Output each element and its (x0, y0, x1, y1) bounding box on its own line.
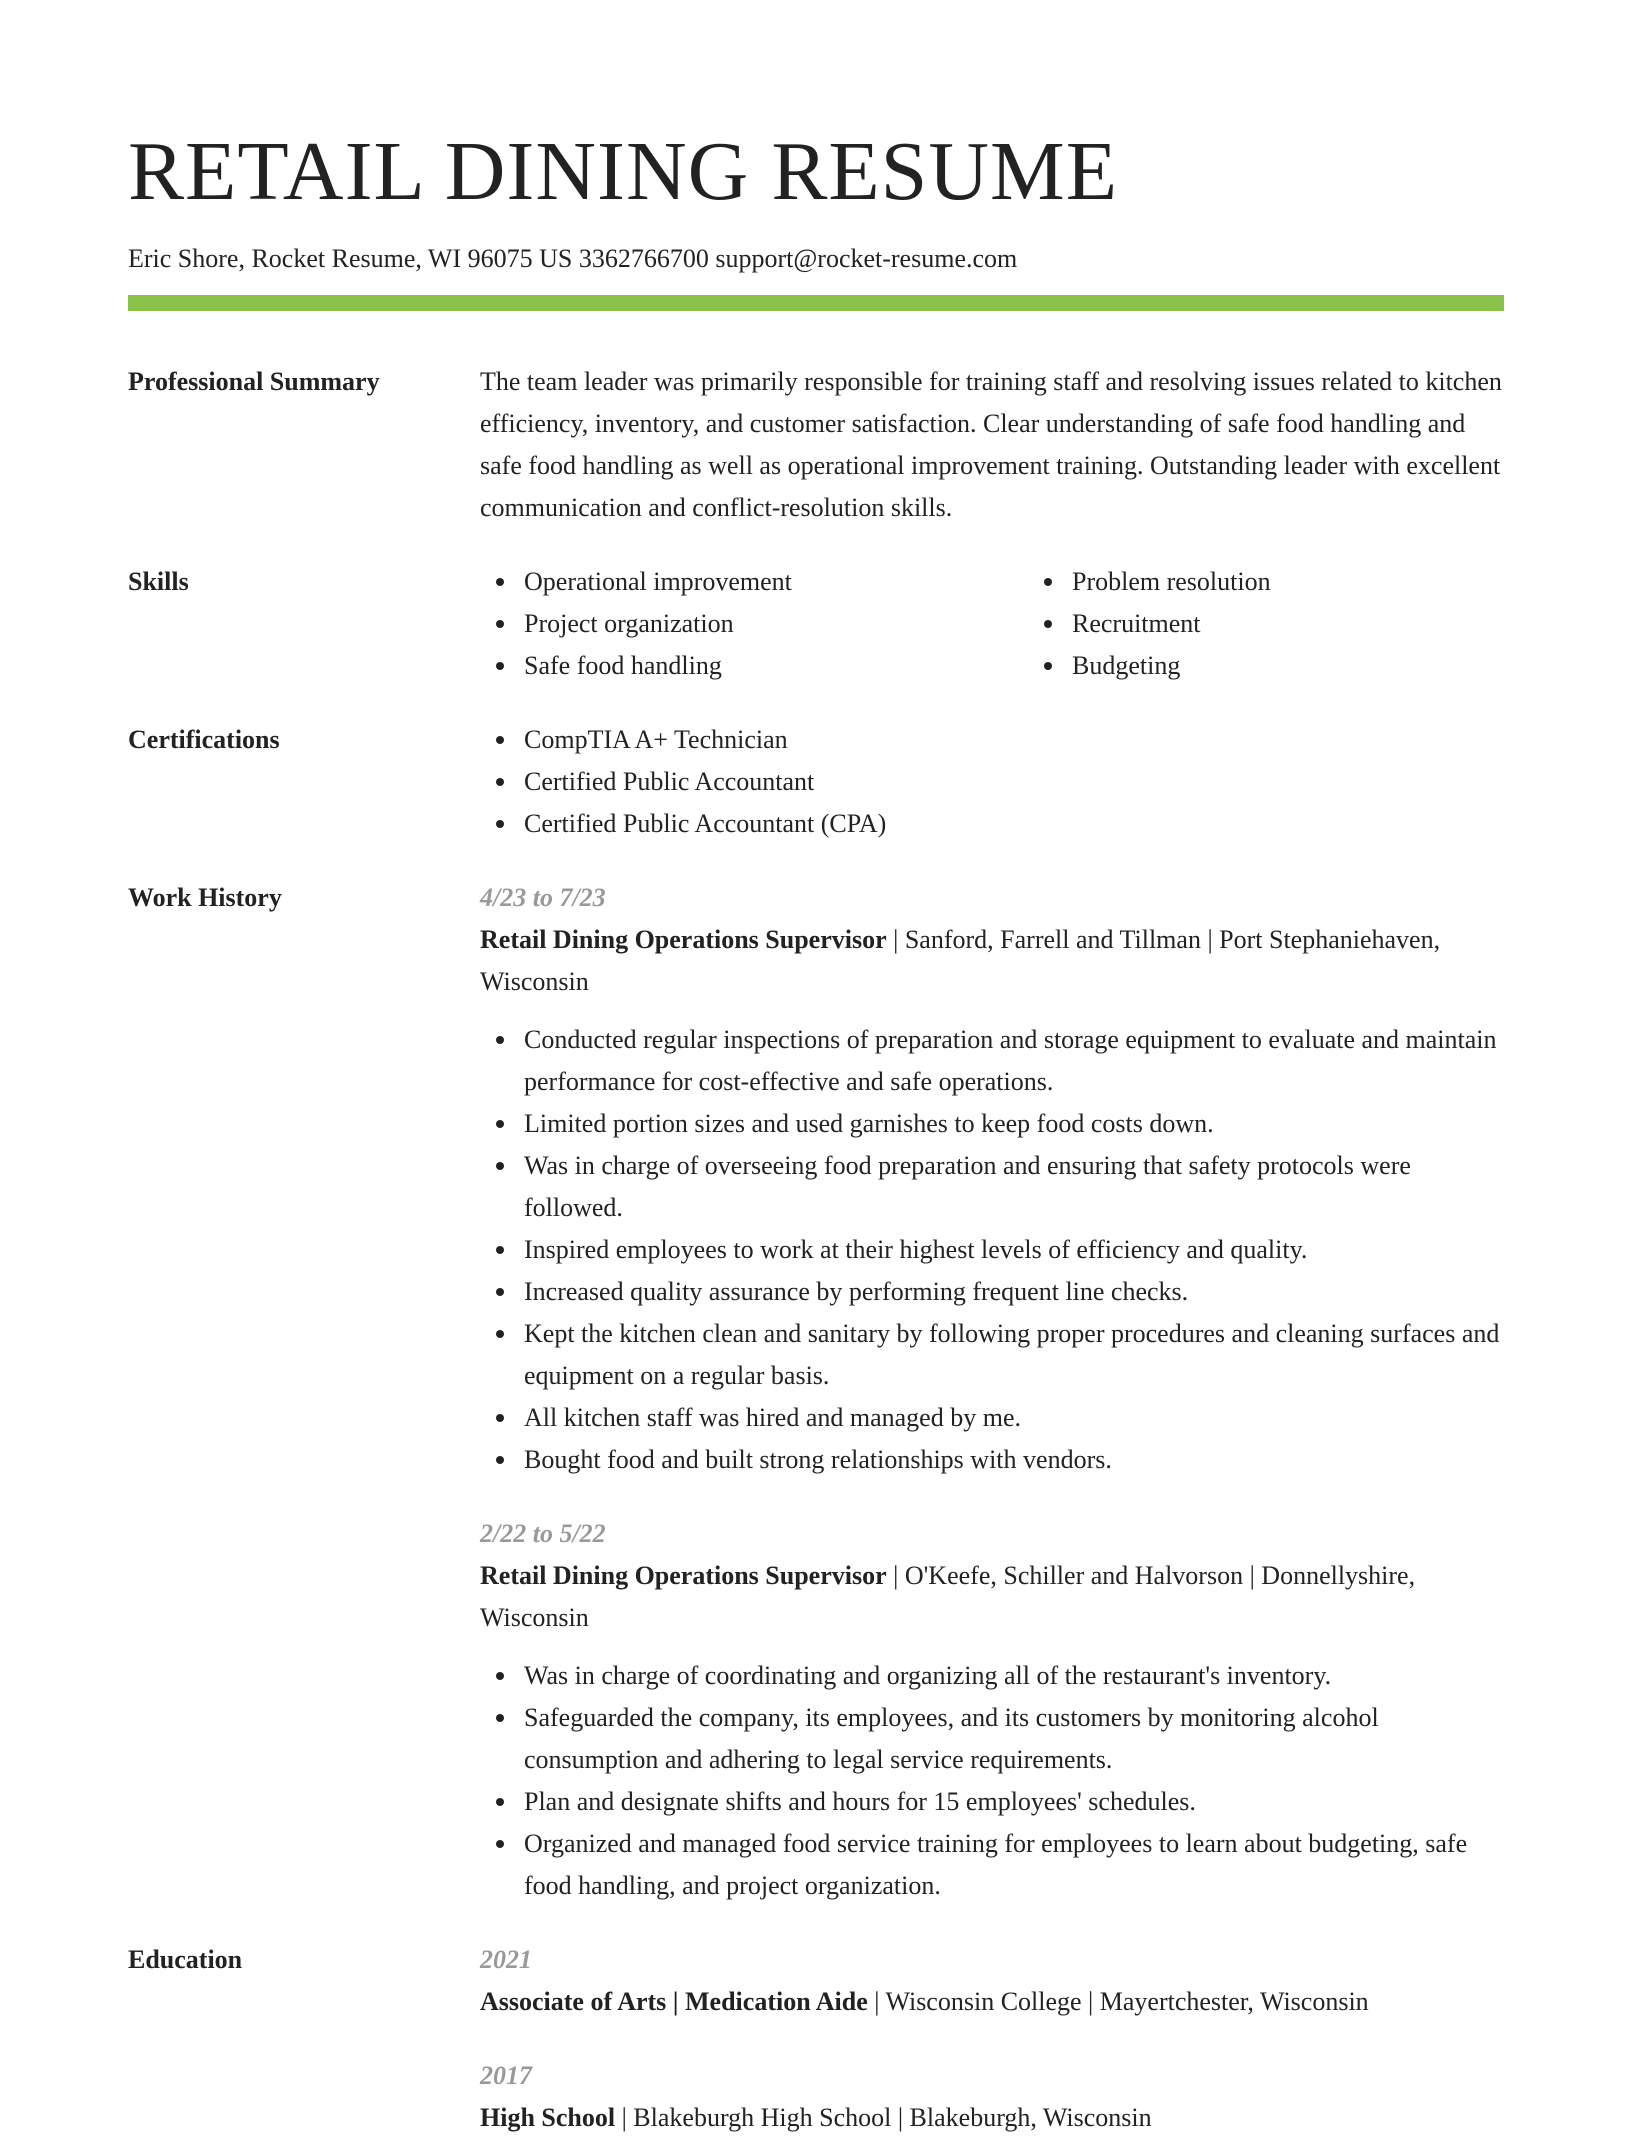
job-bullet: Plan and designate shifts and hours for 15 employees' schedules. (524, 1781, 1504, 1823)
job-employer-location: | Sanford, Farrell and Tillman | Port Stephaniehaven, Wisconsin (480, 925, 1441, 996)
education-degree: High School (480, 2103, 616, 2132)
job-bullet: Organized and managed food service training for employees to learn about budgeting, safe food handling, and project organization. (524, 1823, 1504, 1907)
skill-item: Budgeting (1072, 645, 1576, 687)
education-school-location: | Blakeburgh High School | Blakeburgh, Wisconsin (615, 2103, 1152, 2132)
certification-item: Certified Public Accountant (CPA) (524, 803, 1504, 845)
certifications-list (480, 719, 1504, 845)
job-bullet: Safeguarded the company, its employees, and its customers by monitoring alcohol consumption and adhering to legal service requirements. (524, 1697, 1504, 1781)
job-heading (480, 919, 1504, 1003)
skill-item: Problem resolution (1072, 561, 1576, 603)
job-bullet: Increased quality assurance by performing frequent line checks. (524, 1271, 1504, 1313)
job-bullet: All kitchen staff was hired and managed by me. (524, 1397, 1504, 1439)
skills-list-right (1028, 561, 1576, 687)
job-employer-location: | O'Keefe, Schiller and Halvorson | Donnellyshire, Wisconsin (480, 1561, 1416, 1632)
certifications-heading: Certifications (128, 725, 280, 754)
skill-item: Recruitment (1072, 603, 1576, 645)
job-title: Retail Dining Operations Supervisor (480, 1561, 887, 1590)
job-bullet-list (480, 1655, 1504, 1907)
work-history-heading: Work History (128, 883, 282, 912)
work-history-section (128, 877, 1504, 1907)
job-dates: 4/23 to 7/23 (480, 883, 606, 912)
education-entry (480, 2055, 1504, 2139)
job-bullet: Limited portion sizes and used garnishes to keep food costs down. (524, 1103, 1504, 1145)
summary-section (128, 361, 1504, 529)
summary-heading: Professional Summary (128, 367, 380, 396)
job-title: Retail Dining Operations Supervisor (480, 925, 887, 954)
skills-list-left (480, 561, 1028, 687)
job-bullet: Bought food and built strong relationships with vendors. (524, 1439, 1504, 1481)
job-bullet: Inspired employees to work at their highest levels of efficiency and quality. (524, 1229, 1504, 1271)
job-heading (480, 1555, 1504, 1639)
job-entry (480, 877, 1504, 1481)
certification-item: CompTIA A+ Technician (524, 719, 1504, 761)
education-entry (480, 1939, 1504, 2023)
education-school-location: | Wisconsin College | Mayertchester, Wisconsin (867, 1987, 1369, 2016)
education-heading-line (480, 1981, 1504, 2023)
accent-divider (128, 295, 1504, 311)
skill-item: Operational improvement (524, 561, 1028, 603)
education-degree: Associate of Arts | Medication Aide (480, 1987, 868, 2016)
job-bullet: Kept the kitchen clean and sanitary by following proper procedures and cleaning surfaces and equipment on a regular basis. (524, 1313, 1504, 1397)
skills-heading: Skills (128, 567, 189, 596)
certifications-section (128, 719, 1504, 845)
resume-page (128, 0, 1504, 2139)
education-year: 2017 (480, 2061, 532, 2090)
education-year: 2021 (480, 1945, 532, 1974)
skill-item: Project organization (524, 603, 1028, 645)
summary-text: The team leader was primarily responsible for training staff and resolving issues related to kitchen efficiency, inventory, and customer satisfaction. Clear understanding of safe food handling and safe food handling as well as operational improvement training. Outstanding leader with excellent communication and conflict-resolution skills. (480, 367, 1502, 522)
certification-item: Certified Public Accountant (524, 761, 1504, 803)
job-entry (480, 1513, 1504, 1907)
job-bullet: Was in charge of overseeing food preparation and ensuring that safety protocols were followed. (524, 1145, 1504, 1229)
skills-columns (480, 561, 1576, 687)
job-bullet: Conducted regular inspections of preparation and storage equipment to evaluate and maintain performance for cost-effective and safe operations. (524, 1019, 1504, 1103)
education-section (128, 1939, 1504, 2139)
skills-section (128, 561, 1504, 687)
job-bullet-list (480, 1019, 1504, 1481)
job-bullet: Was in charge of coordinating and organizing all of the restaurant's inventory. (524, 1655, 1504, 1697)
contact-line: Eric Shore, Rocket Resume, WI 96075 US 3362766700 support@rocket-resume.com (128, 244, 1018, 273)
education-heading: Education (128, 1945, 243, 1974)
skill-item: Safe food handling (524, 645, 1028, 687)
education-heading-line (480, 2097, 1504, 2139)
resume-title: RETAIL DINING RESUME (128, 125, 1119, 218)
job-dates: 2/22 to 5/22 (480, 1519, 606, 1548)
